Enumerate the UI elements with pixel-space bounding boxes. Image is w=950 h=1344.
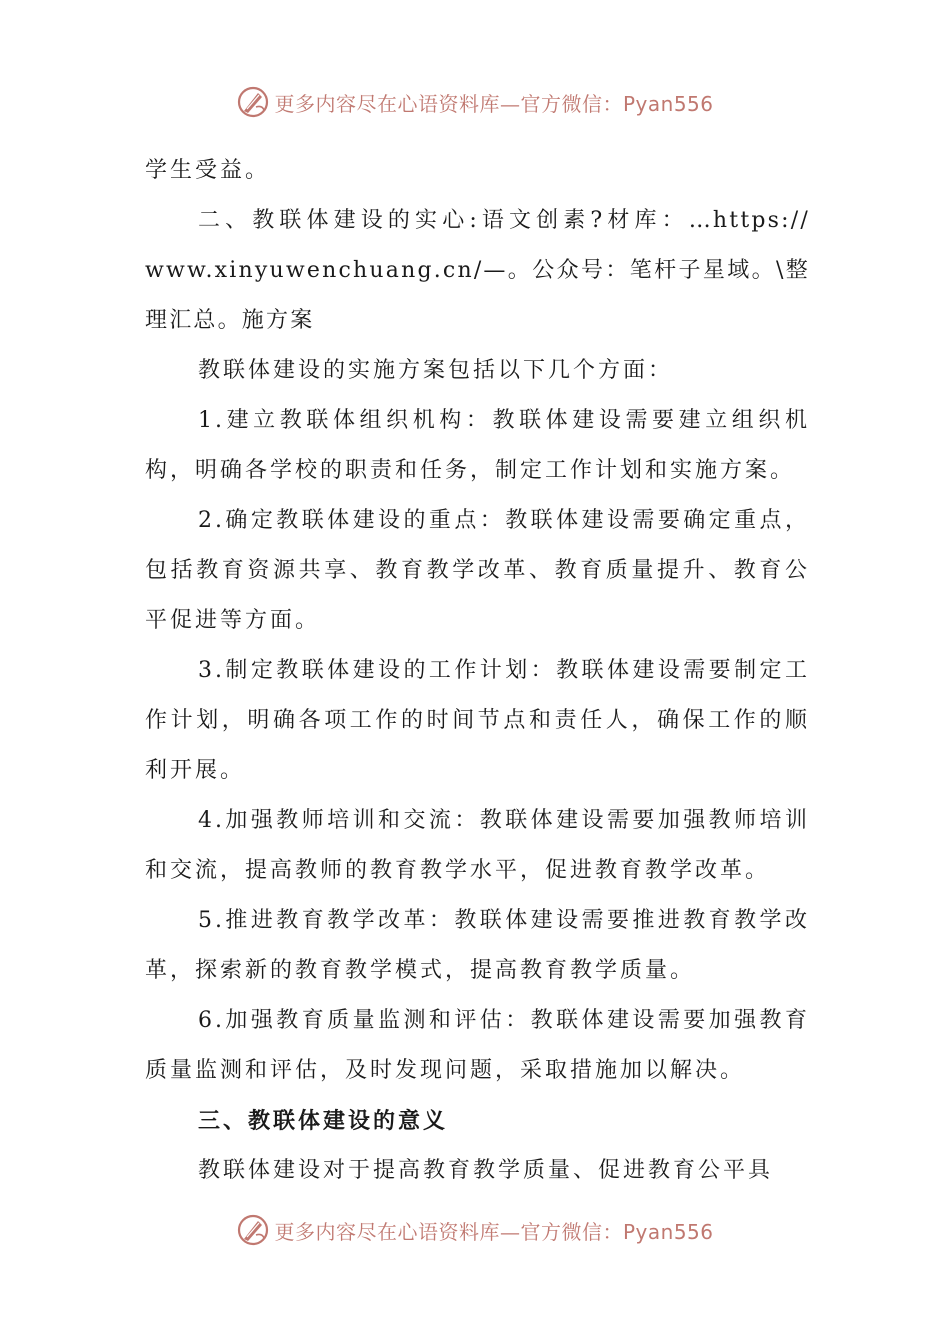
watermark-handle: Pyan556 <box>622 1219 714 1244</box>
list-item-6: 6.加强教育质量监测和评估：教联体建设需要加强教育质量监测和评估，及时发现问题，采取措施加以解决。 <box>145 1008 810 1083</box>
watermark-handle: Pyan556 <box>622 91 714 116</box>
list-item-1: 1.建立教联体组织机构：教联体建设需要建立组织机构，明确各学校的职责和任务，制定工作计划和实施方案。 <box>145 408 810 483</box>
header-watermark-banner <box>0 82 950 122</box>
paragraph-section-two-heading: 二、教联体建设的实心:语文创素?材库：…https:// www.xinyuwenchuang.cn/—。公众号：笔杆子星域。\整理汇总。施方案 <box>145 208 810 333</box>
list-item-2: 2.确定教联体建设的重点：教联体建设需要确定重点，包括教育资源共享、教育教学改革、教育质量提升、教育公平促进等方面。 <box>145 508 810 633</box>
document-body <box>145 146 810 1196</box>
list-item-4: 4.加强教师培训和交流：教联体建设需要加强教师培训和交流，提高教师的教育教学水平，促进教育教学改革。 <box>145 808 810 883</box>
watermark-text: 更多内容尽在心语资料库—官方微信：Pyan556 <box>274 91 714 116</box>
watermark-text: 更多内容尽在心语资料库—官方微信：Pyan556 <box>274 1219 714 1244</box>
paragraph-significance: 教联体建设对于提高教育教学质量、促进教育公平具 <box>198 1158 774 1183</box>
paragraph-continuation: 学生受益。 <box>145 158 271 183</box>
pen-nib-logo-icon <box>236 1213 270 1247</box>
section-three-heading: 三、教联体建设的意义 <box>198 1108 449 1134</box>
list-item-3: 3.制定教联体建设的工作计划：教联体建设需要制定工作计划，明确各项工作的时间节点和责任人，确保工作的顺利开展。 <box>145 658 810 783</box>
list-item-5: 5.推进教育教学改革：教联体建设需要推进教育教学改革，探索新的教育教学模式，提高教育教学质量。 <box>145 908 810 983</box>
paragraph-intro: 教联体建设的实施方案包括以下几个方面： <box>198 358 674 383</box>
footer-watermark-banner <box>0 1210 950 1250</box>
pen-nib-logo-icon <box>236 85 270 119</box>
